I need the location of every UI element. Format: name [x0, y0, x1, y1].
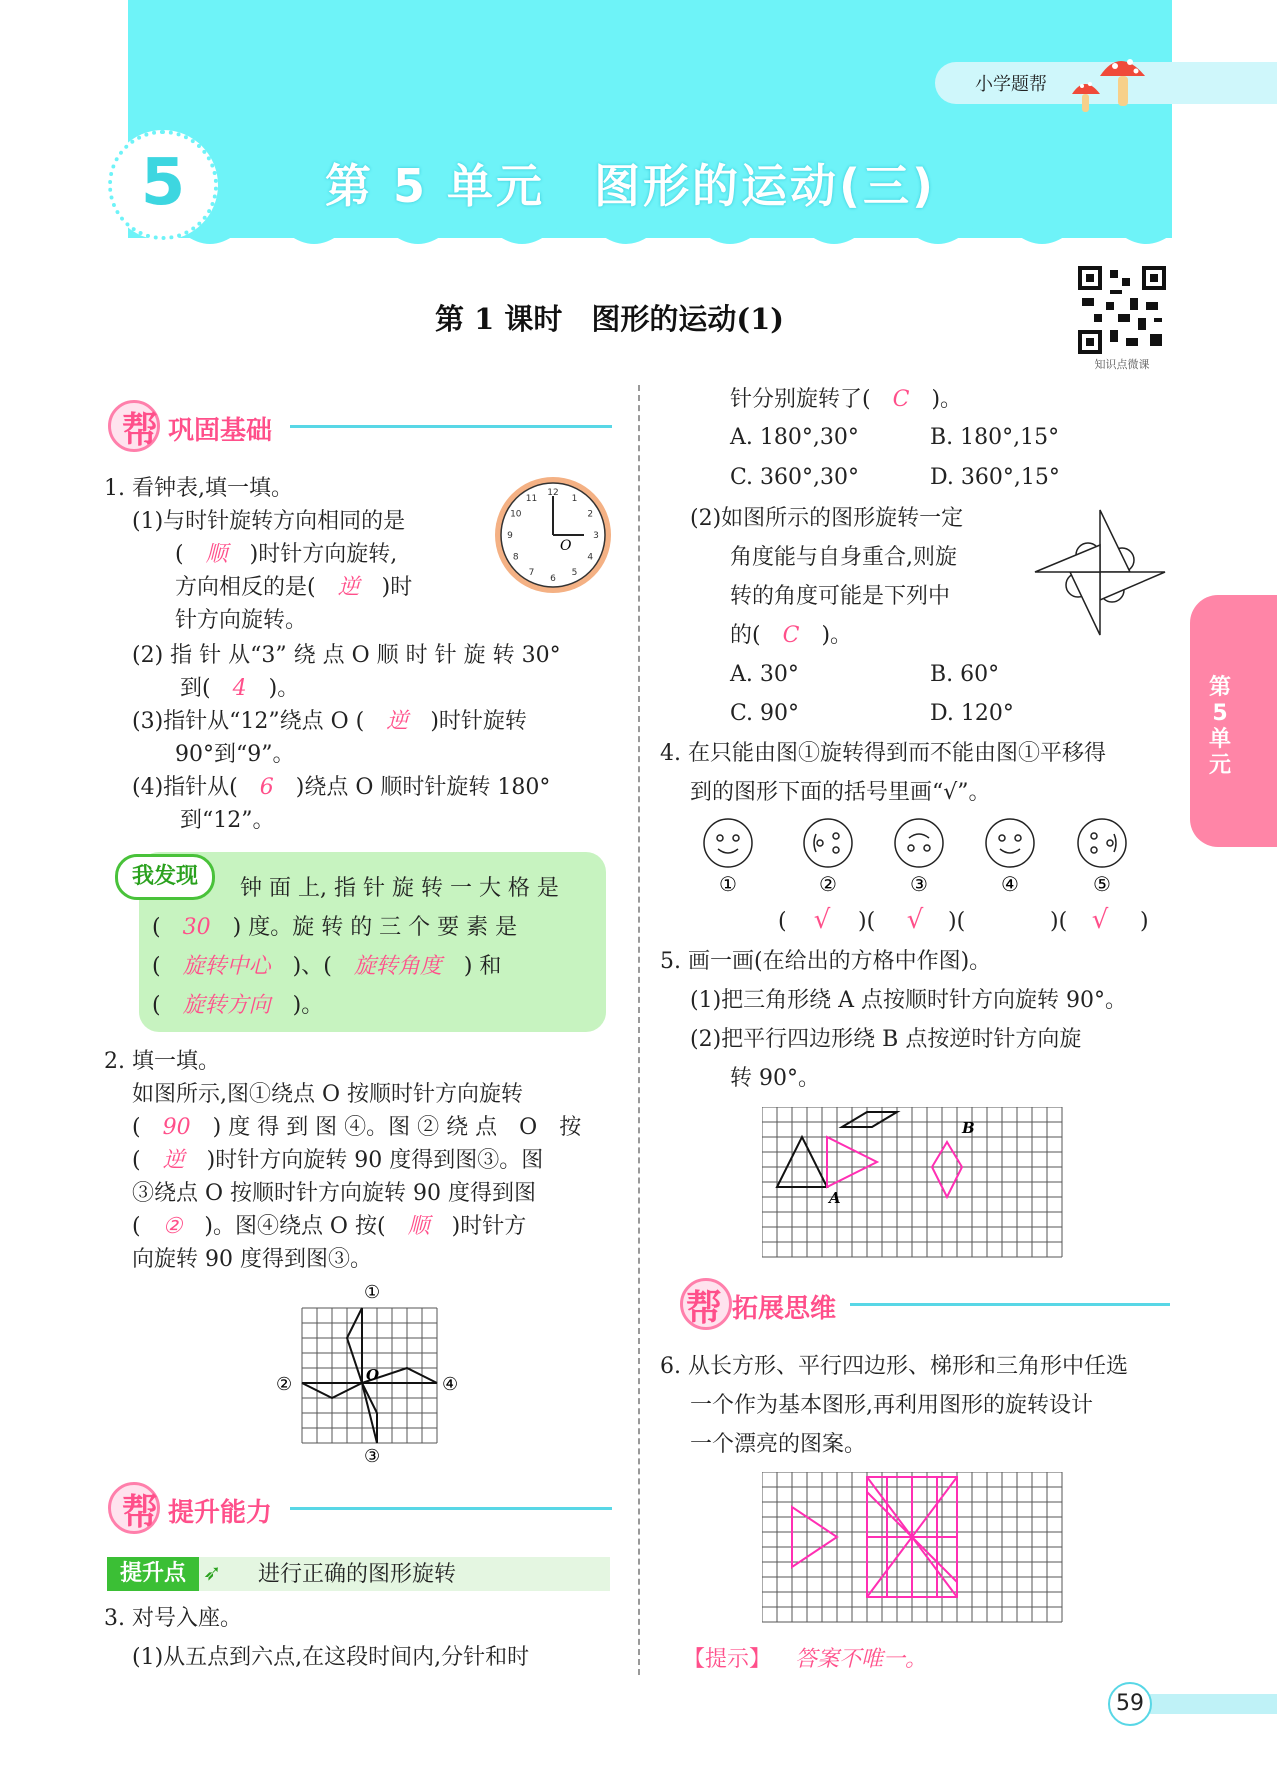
q2-line5: ( ② )。图④绕点 O 按( 顺 )时针方 [132, 1214, 527, 1239]
pinwheel-figure [1030, 505, 1170, 640]
q1-part4-line2: 到“12”。 [180, 808, 275, 833]
answer: 逆 [386, 709, 409, 734]
q1-part1-line3: 方向相反的是( 逆 )时 [175, 575, 413, 600]
clock-number: 2 [587, 509, 594, 520]
lift-arrow-icon: ➶ [203, 1561, 222, 1586]
q6-line1: 6. 从长方形、平行四边形、梯形和三角形中任选 [660, 1354, 1128, 1379]
q1-part1-line4: 针方向旋转。 [175, 608, 308, 633]
answer: 旋转中心 [182, 954, 271, 979]
answer: 逆 [337, 575, 360, 600]
qr-code-icon[interactable] [1078, 266, 1166, 354]
q5-line1: 5. 画一画(在给出的方格中作图)。 [660, 949, 992, 974]
page-number: 59 [1108, 1682, 1152, 1726]
section-bang: 帮 [122, 410, 159, 451]
q5-line4: 转 90°。 [730, 1066, 820, 1091]
q4-mark-2: √ [813, 905, 831, 935]
unit-title: 第 5 单元 图形的运动(三) [325, 159, 937, 213]
q4-line1: 4. 在只能由图①旋转得到而不能由图①平移得 [660, 741, 1106, 766]
q2-stem: 2. 填一填。 [104, 1049, 220, 1074]
answer: 6 [259, 775, 274, 800]
answer: 30 [182, 915, 211, 940]
q2-rotation-figure [272, 1278, 468, 1464]
fig-label-4: ④ [442, 1374, 459, 1395]
answer: C [892, 387, 910, 412]
q3-option-a2: A. 30° [730, 662, 799, 687]
qr-label: 知识点微课 [1094, 358, 1150, 371]
clock-number: 12 [547, 488, 559, 498]
svg-text:): ) [1140, 909, 1149, 934]
q6-grid-figure [762, 1472, 1068, 1632]
svg-text:)(: )( [858, 909, 876, 934]
svg-text:)(: )( [1050, 909, 1068, 934]
q4-faces-figure [690, 816, 1150, 936]
clock-figure [492, 474, 614, 596]
section-title-basics: 巩固基础 [168, 416, 273, 446]
banner-wave-edge [128, 214, 1172, 254]
face-label-3: ③ [910, 872, 928, 896]
clock-number: 8 [512, 552, 519, 563]
answer: 90 [162, 1115, 191, 1140]
discover-line4: ( 旋转方向 )。 [152, 993, 324, 1018]
clock-number: 6 [550, 574, 556, 584]
clock-number: 4 [587, 552, 594, 563]
hint-tag: 【提示】 [683, 1647, 772, 1672]
q3-option-a1: A. 180°,30° [730, 425, 859, 450]
answer: 逆 [162, 1148, 185, 1173]
q3-part2-line1: (2)如图所示的图形旋转一定 [690, 506, 964, 531]
q3-option-b1: B. 180°,15° [930, 425, 1060, 450]
q2-line6: 向旋转 90 度得到图③。 [132, 1247, 372, 1272]
q5-line2: (1)把三角形绕 A 点按顺时针方向旋转 90°。 [690, 988, 1128, 1013]
hint-text: 答案不唯一。 [795, 1647, 928, 1672]
q3-option-d1: D. 360°,15° [930, 465, 1060, 490]
page-number-bar [1150, 1694, 1277, 1714]
q1-part4-line1: (4)指针从( 6 )绕点 O 顺时针旋转 180° [132, 775, 551, 800]
clock-number: 1 [571, 493, 578, 504]
q3-part2-line2: 角度能与自身重合,则旋 [730, 545, 957, 570]
section-bang: 帮 [686, 1288, 723, 1329]
clock-number: 7 [528, 568, 535, 579]
fig-label-1: ① [364, 1282, 381, 1303]
q3-part1-line2: 针分别旋转了( C )。 [730, 387, 963, 412]
answer: 旋转方向 [182, 993, 271, 1018]
q6-line2: 一个作为基本图形,再利用图形的旋转设计 [690, 1393, 1093, 1418]
q2-line2: ( 90 ) 度 得 到 图 ④。图 ② 绕 点 O 按 [132, 1115, 582, 1140]
face-label-1: ① [719, 872, 737, 896]
q5-grid-figure [762, 1107, 1068, 1263]
answer: ② [162, 1214, 183, 1239]
q3-stem: 3. 对号入座。 [104, 1606, 242, 1631]
lesson-title: 第 1 课时 图形的运动(1) [435, 302, 784, 336]
q1-part1-line1: (1)与时针旋转方向相同的是 [132, 509, 406, 534]
q3-option-d2: D. 120° [930, 701, 1014, 726]
svg-text:(: ( [778, 909, 787, 934]
q3-part2-line3: 转的角度可能是下列中 [730, 584, 951, 609]
q4-mark-5: √ [1091, 905, 1109, 935]
section-title-extend: 拓展思维 [732, 1294, 837, 1324]
q4-line2: 到的图形下面的括号里画“√”。 [690, 780, 991, 805]
clock-number: 10 [510, 509, 522, 520]
column-divider [638, 385, 640, 1675]
section-title-ability: 提升能力 [168, 1498, 273, 1528]
discover-line3: ( 旋转中心 )、( 旋转角度 ) 和 [152, 954, 502, 979]
point-a-label: A [829, 1189, 841, 1207]
q1-part2-line1: (2) 指 针 从“3” 绕 点 O 顺 时 针 旋 转 30° [132, 643, 561, 668]
q1-stem: 1. 看钟表,填一填。 [104, 476, 293, 501]
q6-line3: 一个漂亮的图案。 [690, 1432, 867, 1457]
q3-part2-line4: 的( C )。 [730, 623, 853, 648]
section-line [850, 1303, 1170, 1306]
q4-mark-3: √ [906, 905, 924, 935]
q2-line3: ( 逆 )时针方向旋转 90 度得到图③。图 [132, 1148, 544, 1173]
clock-number: 9 [507, 531, 513, 541]
clock-number: 11 [525, 493, 538, 504]
section-line [290, 1507, 612, 1510]
unit-number: 5 [140, 146, 186, 220]
discover-line2: ( 30 ) 度。旋 转 的 三 个 要 素 是 [152, 915, 518, 940]
answer: 4 [232, 676, 247, 701]
section-bang: 帮 [122, 1492, 159, 1533]
fig-label-2: ② [276, 1374, 293, 1395]
face-label-2: ② [819, 872, 837, 896]
svg-text:)(: )( [948, 909, 966, 934]
q1-part3-line2: 90°到“9”。 [175, 742, 295, 767]
mushroom-icon [1070, 46, 1150, 116]
clock-number: 5 [571, 568, 578, 579]
q3-option-c2: C. 90° [730, 701, 800, 726]
lift-point-text: 进行正确的图形旋转 [258, 1562, 457, 1587]
q2-line1: 如图所示,图①绕点 O 按顺时针方向旋转 [132, 1082, 524, 1107]
discover-line1: 钟 面 上, 指 针 旋 转 一 大 格 是 [240, 876, 559, 901]
face-label-5: ⑤ [1093, 872, 1111, 896]
q5-line3: (2)把平行四边形绕 B 点按逆时针方向旋 [690, 1027, 1082, 1052]
q1-part1-line2: ( 顺 )时针方向旋转, [175, 542, 398, 567]
lift-point-tag: 提升点 [107, 1557, 199, 1591]
unit-side-tab-label: 第 5 单 元 [1208, 675, 1231, 778]
brand-name: 小学题帮 [975, 74, 1047, 95]
answer: 顺 [407, 1214, 430, 1239]
q3-option-b2: B. 60° [930, 662, 1000, 687]
discover-tag: 我发现 [115, 854, 215, 900]
answer: 顺 [205, 542, 228, 567]
q3-part1-line1: (1)从五点到六点,在这段时间内,分针和时 [132, 1645, 530, 1670]
section-line [290, 425, 612, 428]
clock-number: 3 [593, 531, 599, 541]
q3-option-c1: C. 360°,30° [730, 465, 860, 490]
point-b-label: B [962, 1119, 975, 1137]
q1-part3-line1: (3)指针从“12”绕点 O ( 逆 )时针旋转 [132, 709, 527, 734]
face-label-4: ④ [1001, 872, 1019, 896]
fig-center-label: O [366, 1366, 380, 1384]
fig-label-3: ③ [364, 1446, 381, 1464]
answer: 旋转角度 [353, 954, 442, 979]
q2-line4: ③绕点 O 按顺时针方向旋转 90 度得到图 [132, 1181, 537, 1206]
answer: C [782, 623, 800, 648]
q1-part2-line2: 到( 4 )。 [180, 676, 300, 701]
clock-center-label: O [560, 538, 572, 554]
